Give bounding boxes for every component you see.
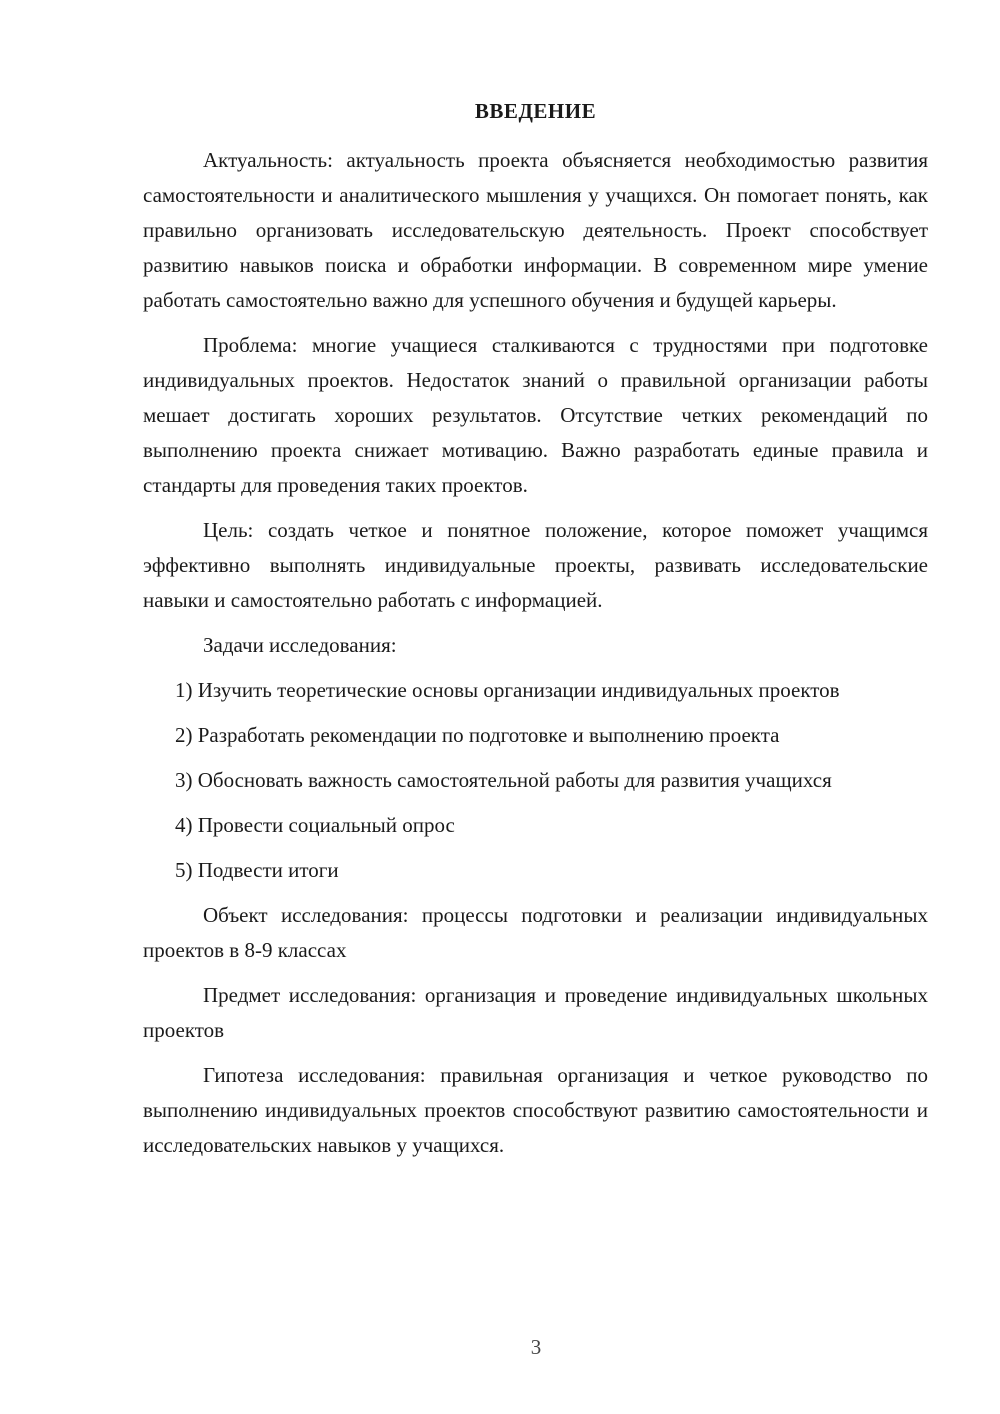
paragraph-object: Объект исследования: процессы подготовки и реализации индивидуальных проектов в 8-9 классах (143, 903, 928, 962)
paragraph-tasks-heading: Задачи исследования: (203, 633, 397, 657)
paragraph-goal: Цель: создать четкое и понятное положение, которое поможет учащимся эффективно выполнять индивидуальные проекты, развивать исследовательские навыки и самостоятельно работать с информацией. (143, 518, 928, 612)
paragraph-relevance: Актуальность: актуальность проекта объясняется необходимостью развития самостоятельности и аналитического мышления у учащихся. Он помогает понять, как правильно организовать исследовательскую деятельность. Проект способствует развитию навыков поиска и обработки информации. В современном мире умение работать самостоятельно важно для успешного обучения и будущей карьеры. (143, 148, 928, 312)
task-item-1: 1) Изучить теоретические основы организации индивидуальных проектов (175, 678, 840, 702)
page-title: ВВЕДЕНИЕ (474, 99, 597, 123)
page-number: 3 (530, 1335, 542, 1359)
paragraph-hypothesis: Гипотеза исследования: правильная организация и четкое руководство по выполнению индивидуальных проектов способствуют развитию самостоятельности и исследовательских навыков у учащихся. (143, 1063, 928, 1157)
task-item-4: 4) Провести социальный опрос (175, 813, 455, 837)
task-item-2: 2) Разработать рекомендации по подготовке и выполнению проекта (175, 723, 780, 747)
task-item-3: 3) Обосновать важность самостоятельной работы для развития учащихся (175, 768, 832, 792)
document-body (143, 143, 928, 1173)
paragraph-subject: Предмет исследования: организация и проведение индивидуальных школьных проектов (143, 983, 928, 1042)
paragraph-problem: Проблема: многие учащиеся сталкиваются с трудностями при подготовке индивидуальных проектов. Недостаток знаний о правильной организации работы мешает достигать хороших результатов. Отсутствие четких рекомендаций по выполнению проекта снижает мотивацию. Важно разработать единые правила и стандарты для проведения таких проектов. (143, 333, 928, 497)
task-item-5: 5) Подвести итоги (175, 858, 339, 882)
